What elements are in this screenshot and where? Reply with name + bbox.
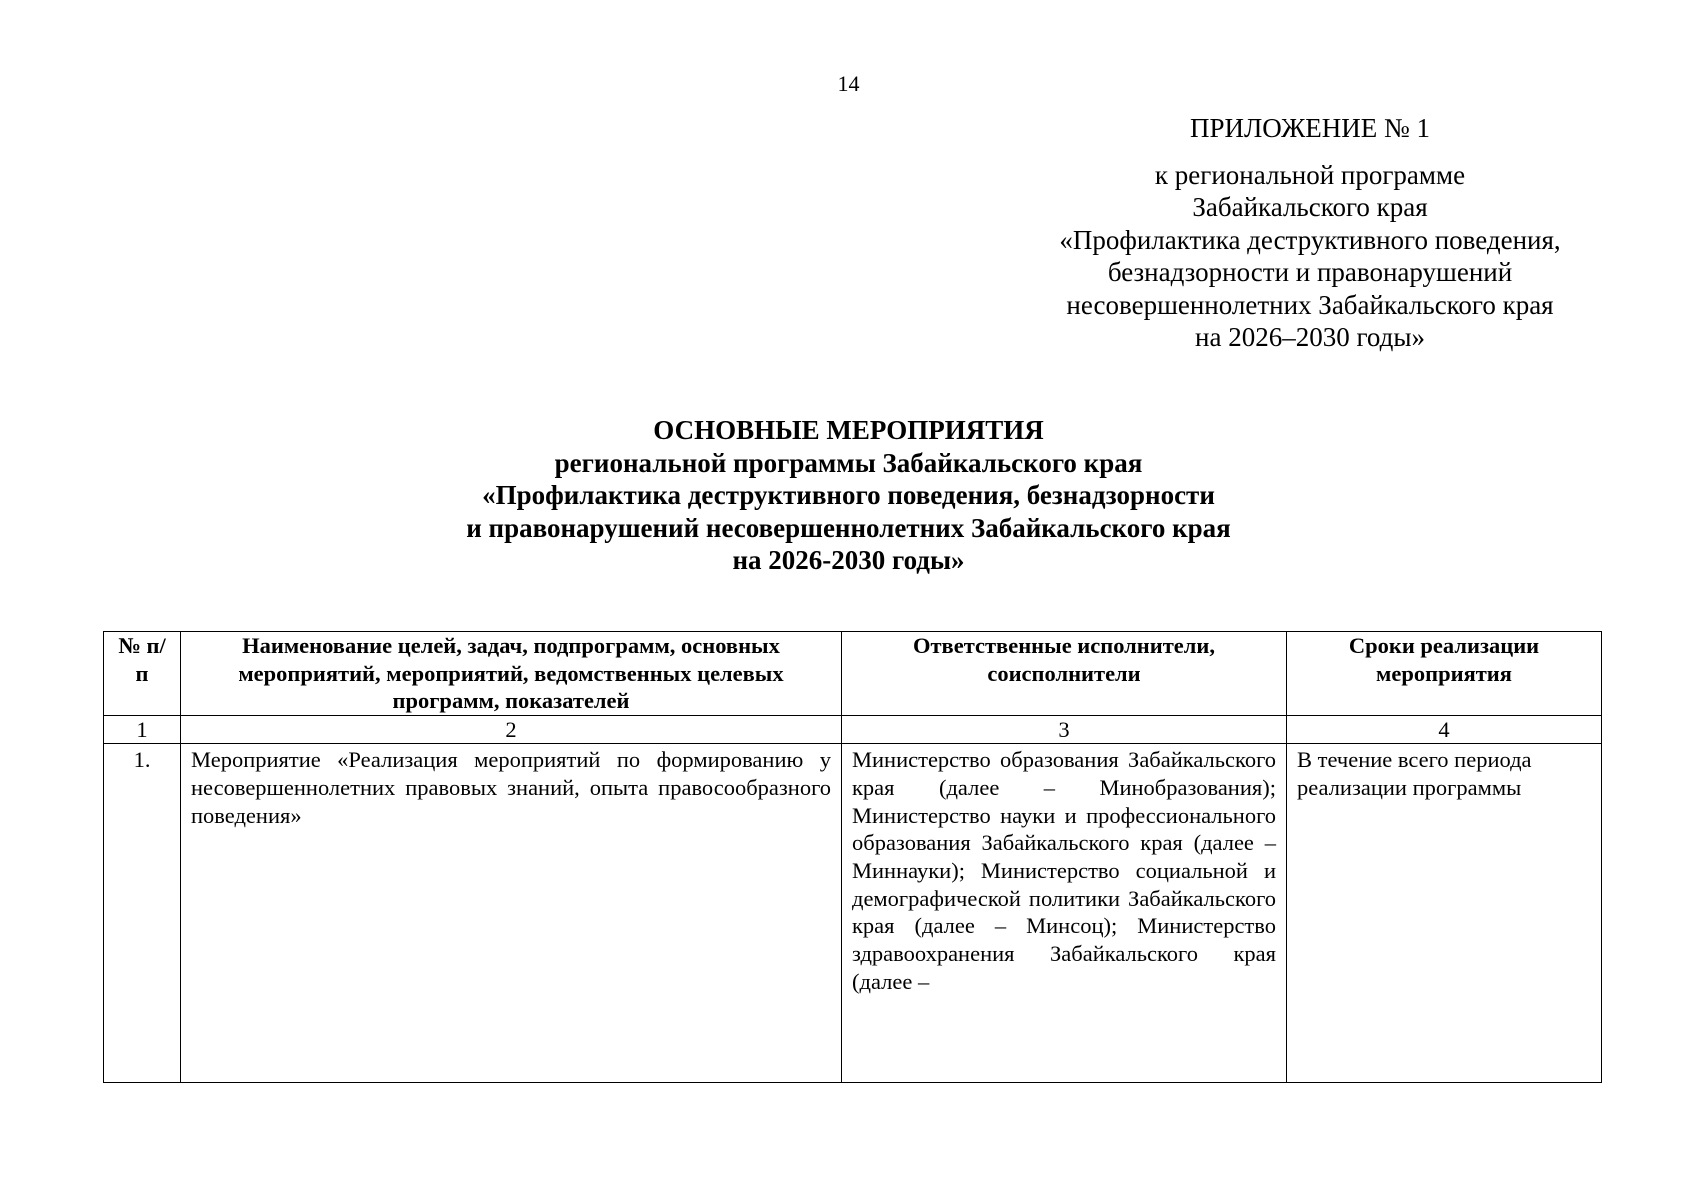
column-number: 2: [181, 716, 842, 744]
row-measure-name: Мероприятие «Реализация мероприятий по формированию у несовершеннолетних правовых знаний, опыта правосообразного поведения»: [181, 744, 842, 1083]
table-row: [104, 744, 1602, 1083]
page-number: 14: [837, 71, 860, 96]
column-number: 1: [104, 716, 181, 744]
title-line: «Профилактика деструктивного поведения, безнадзорности: [482, 480, 1215, 510]
title-line: и правонарушений несовершеннолетних Забайкальского края: [466, 512, 1231, 543]
appendix-subtitle: [1015, 159, 1605, 354]
column-number: 4: [1287, 716, 1602, 744]
appendix-line: Забайкальского края: [1192, 192, 1428, 222]
appendix-line: безнадзорности и правонарушений: [1107, 257, 1513, 287]
appendix-line: «Профилактика деструктивного поведения,: [1059, 224, 1561, 255]
appendix-line: к региональной программе: [1154, 159, 1466, 190]
appendix-block: [1015, 112, 1605, 354]
row-deadline: В течение всего периода реализации программы: [1287, 744, 1602, 1083]
header-name: Наименование целей, задач, подпрограмм, основных мероприятий, мероприятий, ведомственных целевых программ, показателей: [181, 632, 842, 716]
appendix-title: ПРИЛОЖЕНИЕ № 1: [1189, 113, 1431, 143]
column-number-row: [104, 716, 1602, 744]
table-header-row: [104, 632, 1602, 716]
row-executors: Министерство образования Забайкальского края (далее – Минобразования); Министерство науки и профессионального образования Забайкальского края (далее – Миннауки); Министерство социальной и демографической политики Забайкальского края (далее – Минсоц); Министерство здравоохранения Забайкальского края (далее –: [842, 744, 1287, 1083]
column-number: 3: [842, 716, 1287, 744]
header-executors: Ответственные исполнители, соисполнители: [842, 632, 1287, 716]
header-number: № п/п: [104, 632, 181, 716]
title-line: ОСНОВНЫЕ МЕРОПРИЯТИЯ: [653, 415, 1044, 445]
document-title: [0, 414, 1697, 577]
title-line: региональной программы Забайкальского края: [554, 447, 1143, 478]
measures-table: [103, 631, 1602, 1083]
header-deadline: Сроки реализации мероприятия: [1287, 632, 1602, 716]
appendix-line: на 2026–2030 годы»: [1195, 322, 1425, 352]
title-line: на 2026-2030 годы»: [732, 545, 965, 575]
row-number: 1.: [104, 744, 181, 1083]
appendix-line: несовершеннолетних Забайкальского края: [1066, 289, 1554, 320]
